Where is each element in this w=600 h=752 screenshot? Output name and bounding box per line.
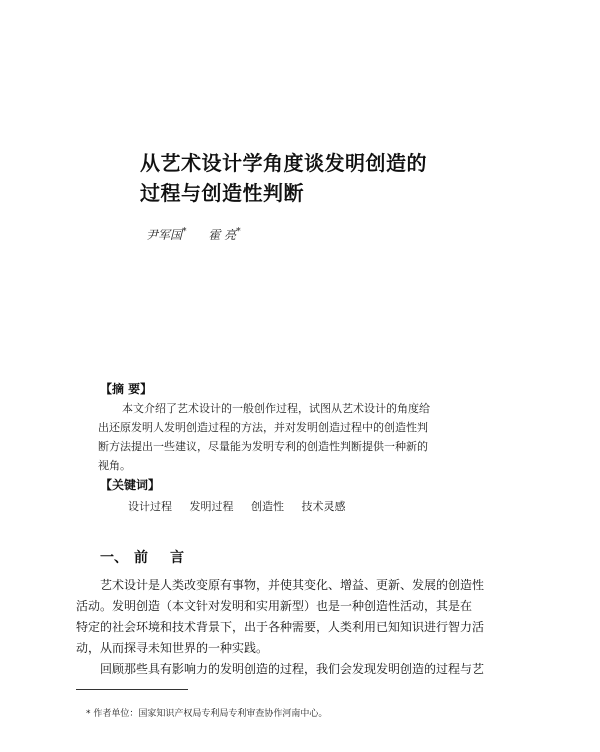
author-name: 霍 亮	[208, 228, 237, 242]
body-paragraphs	[76, 575, 536, 680]
title-line-1: 从艺术设计学角度谈发明创造的	[140, 151, 427, 175]
body-line: 特定的社会环境和技术背景下，出于各种需要，人类利用已知知识进行智力活	[76, 620, 485, 634]
author-list	[146, 226, 241, 243]
article-title	[140, 148, 540, 208]
footnote: * 作者单位：国家知识产权局专利局专利审查协作河南中心。	[86, 709, 328, 719]
abstract-text	[98, 399, 510, 475]
keyword: 设计过程	[128, 500, 172, 513]
title-line-2: 过程与创造性判断	[140, 181, 304, 205]
abstract-line: 视角。	[98, 459, 131, 472]
abstract-label: 【摘 要】	[100, 382, 153, 396]
body-line: 动，从而探寻未知世界的一种实践。	[76, 641, 269, 655]
abstract-line: 本文介绍了艺术设计的一般创作过程，试图从艺术设计的角度给	[122, 402, 430, 415]
section-heading	[100, 547, 206, 567]
body-line: 回顾那些具有影响力的发明创造的过程，我们会发现发明创造的过程与艺	[100, 662, 485, 676]
keywords-list	[128, 498, 360, 514]
author-name: 尹军国	[146, 228, 183, 242]
body-line: 活动。发明创造（本文针对发明和实用新型）也是一种创造性活动，其是在	[76, 599, 473, 613]
author-mark: *	[182, 227, 187, 237]
abstract-line: 断方法提出一些建议，尽量能为发明专利的创造性判断提供一种新的	[98, 440, 428, 453]
keywords-label: 【关键词】	[100, 478, 161, 492]
footnote-divider	[76, 689, 188, 690]
body-line: 艺术设计是人类改变原有事物，并使其变化、增益、更新、发展的创造性	[100, 578, 485, 592]
section-number: 一、	[100, 550, 128, 566]
keyword: 发明过程	[189, 500, 234, 513]
keyword: 创造性	[251, 500, 284, 513]
section-title: 前言	[134, 550, 206, 566]
abstract-line: 出还原发明人发明创造过程的方法，并对发明创造过程中的创造性判	[98, 421, 428, 434]
author-mark: *	[236, 227, 241, 237]
keyword: 技术灵感	[301, 500, 346, 513]
